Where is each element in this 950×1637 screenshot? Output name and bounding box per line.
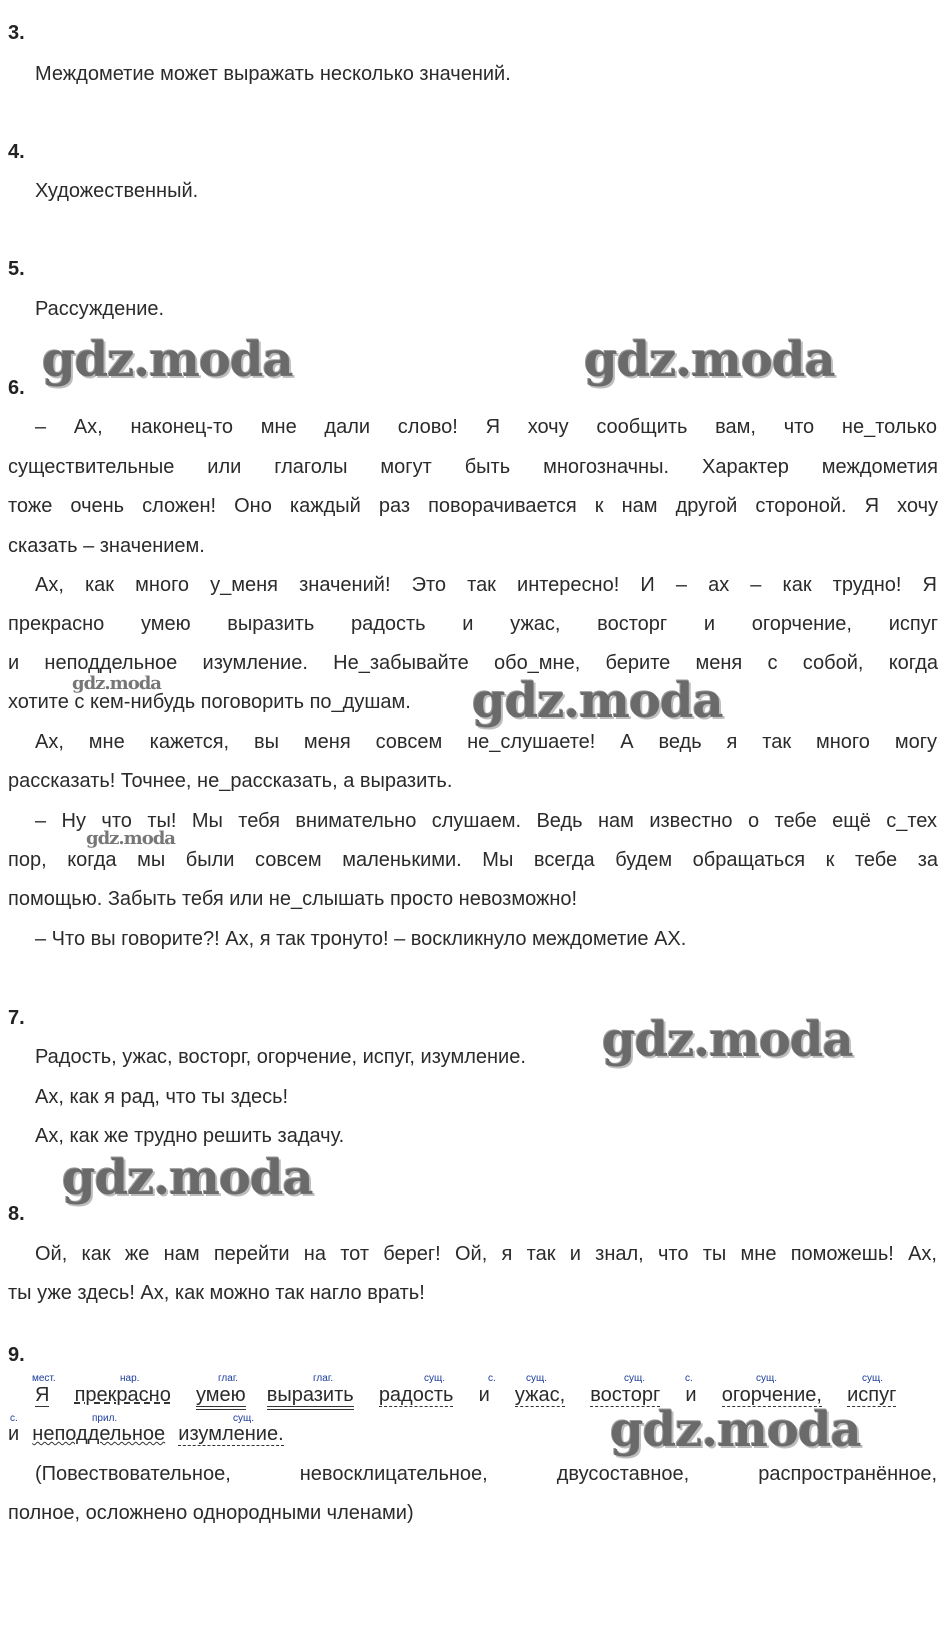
task6-line: – Ах, наконец-то мне дали слово! Я хочу сообщить вам, что не_только	[35, 416, 937, 438]
item-number: 6.	[8, 377, 25, 399]
item-number: 8.	[8, 1203, 25, 1225]
task6-line: помощью. Забыть тебя или не_слышать просто невозможно!	[8, 888, 578, 910]
word-conjunction: и	[685, 1384, 697, 1406]
item-number: 3.	[8, 22, 25, 44]
task6-line: хотите с кем-нибудь поговорить по_душам.	[8, 691, 411, 713]
watermark-logo: gdz.moda	[610, 1402, 861, 1458]
word-predicate: выразить	[267, 1384, 354, 1410]
item-number: 5.	[8, 258, 25, 280]
task8-line: Ой, как же нам перейти на тот берег! Ой, я так и знал, что ты мне поможешь! Ах,	[35, 1243, 937, 1265]
watermark-logo: gdz.moda	[602, 1012, 853, 1068]
word-attribute: неподдельное	[32, 1423, 166, 1445]
task6-line: пор, когда мы были совсем маленькими. Мы всегда будем обращаться к тебе за	[8, 849, 938, 871]
watermark-logo: gdz.moda	[62, 1150, 313, 1206]
watermark-logo: gdz.moda	[72, 673, 161, 694]
word-predicate: умею	[196, 1384, 246, 1410]
task6-line: тоже очень сложен! Оно каждый раз поворачивается к нам другой стороной. Я хочу	[8, 495, 938, 517]
word-subject: Я	[35, 1384, 50, 1406]
watermark-logo: gdz.moda	[86, 828, 175, 849]
task6-line: – Что вы говорите?! Ах, я так тронуто! – воскликнуло междометие АХ.	[35, 928, 687, 950]
pos-label: прил.	[92, 1413, 118, 1424]
word-conjunction: и	[478, 1384, 490, 1406]
item-number: 9.	[8, 1344, 25, 1366]
watermark-logo: gdz.moda	[584, 332, 835, 388]
item-answer: Художественный.	[35, 180, 199, 202]
item-number: 4.	[8, 141, 25, 163]
word-conjunction: и	[8, 1423, 20, 1445]
pos-label: с.	[685, 1373, 693, 1384]
task6-line: – Ну что ты! Мы тебя внимательно слушаем. Ведь нам известно о тебе ещё с_тех	[35, 810, 937, 832]
pos-label: сущ.	[526, 1373, 548, 1384]
task6-line: прекрасно умею выразить радость и ужас, восторг и огорчение, испуг	[8, 613, 938, 635]
task6-line: Ах, мне кажется, вы меня совсем не_слушаете! А ведь я так много могу	[35, 731, 937, 753]
sentence-characteristics: (Повествовательное, невосклицательное, двусоставное, распространённое,	[35, 1463, 937, 1485]
task6-line: и неподдельное изумление. Не_забывайте обо_мне, берите меня с собой, когда	[8, 652, 938, 674]
parsed-sentence-line	[8, 1422, 284, 1446]
pos-label: нар.	[120, 1373, 140, 1384]
word-object: огорчение,	[721, 1384, 822, 1406]
pos-label: сущ.	[756, 1373, 778, 1384]
task6-line: сказать – значением.	[8, 535, 205, 557]
word-object: восторг	[590, 1384, 661, 1406]
pos-label: сущ.	[624, 1373, 646, 1384]
pos-label: глаг.	[313, 1373, 334, 1384]
pos-label: сущ.	[233, 1413, 255, 1424]
pos-label: сущ.	[862, 1373, 884, 1384]
pos-label: глаг.	[218, 1373, 239, 1384]
sentence-characteristics: полное, осложнено однородными членами)	[8, 1502, 414, 1524]
word-object: ужас,	[514, 1384, 566, 1406]
task6-line: Ах, как много у_меня значений! Это так интересно! И – ах – как трудно! Я	[35, 574, 937, 596]
watermark-logo: gdz.moda	[472, 673, 723, 729]
watermark-logo: gdz.moda	[42, 332, 293, 388]
word-adverbial: прекрасно	[74, 1384, 171, 1406]
word-object: радость	[378, 1384, 454, 1406]
task7-line: Ах, как же трудно решить задачу.	[35, 1125, 345, 1147]
task7-line: Радость, ужас, восторг, огорчение, испуг, изумление.	[35, 1046, 526, 1068]
word-object: испуг	[847, 1384, 897, 1406]
word-object: изумление.	[178, 1423, 284, 1445]
pos-label: сущ.	[424, 1373, 446, 1384]
item-answer: Рассуждение.	[35, 298, 165, 320]
task8-line: ты уже здесь! Ах, как можно так нагло врать!	[8, 1282, 425, 1304]
pos-label: с.	[10, 1413, 18, 1424]
task6-line: рассказать! Точнее, не_рассказать, а выразить.	[8, 770, 453, 792]
item-number: 7.	[8, 1007, 25, 1029]
pos-label: мест.	[32, 1373, 56, 1384]
task6-line: существительные или глаголы могут быть многозначны. Характер междометия	[8, 456, 938, 478]
item-answer: Междометие может выражать несколько значений.	[35, 63, 511, 85]
pos-label: с.	[488, 1373, 496, 1384]
task7-line: Ах, как я рад, что ты здесь!	[35, 1086, 289, 1108]
